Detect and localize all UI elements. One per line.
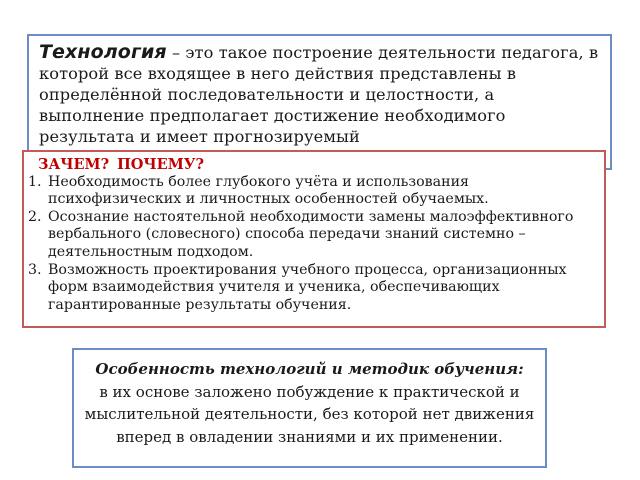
why-item-text: Возможность проектирования учебного процесса, организационных форм взаимодействия учителя и ученика, обеспечивающих гарантированные результаты обучения. <box>48 261 567 313</box>
why-item-3 <box>28 262 596 315</box>
why-heading-reason: ПОЧЕМУ? <box>117 156 205 173</box>
why-item-number: 3. <box>28 261 42 278</box>
definition-paragraph <box>39 42 600 147</box>
why-item-number: 1. <box>28 173 42 190</box>
definition-term: Технология <box>39 41 167 63</box>
feature-box <box>72 348 547 468</box>
why-heading <box>28 156 596 174</box>
why-item-1 <box>28 174 596 209</box>
definition-text: – это такое построение деятельности педагога, в которой все входящее в него действия представлены в определённой последовательности и целостности, а выполнение предполагает достижение необходимого результата и имеет прогнозируемый <box>39 43 599 146</box>
why-box <box>22 150 606 328</box>
feature-heading: Особенность технологий и методик обучения: <box>95 360 524 378</box>
why-item-text: Необходимость более глубокого учёта и использования психофизических и личностных особенностей обучаемых. <box>48 173 489 208</box>
feature-text: в их основе заложено побуждение к практической и мыслительной деятельности, без которой нет движения вперед в овладении знаниями и их применении. <box>84 382 535 446</box>
why-item-text: Осознание настоятельной необходимости замены малоэффективного вербального (словесного) способа передачи знаний системно – деятельностным подходом. <box>48 208 574 260</box>
why-heading-why: ЗАЧЕМ? <box>38 156 110 173</box>
why-item-2 <box>28 209 596 262</box>
why-item-number: 2. <box>28 208 42 225</box>
